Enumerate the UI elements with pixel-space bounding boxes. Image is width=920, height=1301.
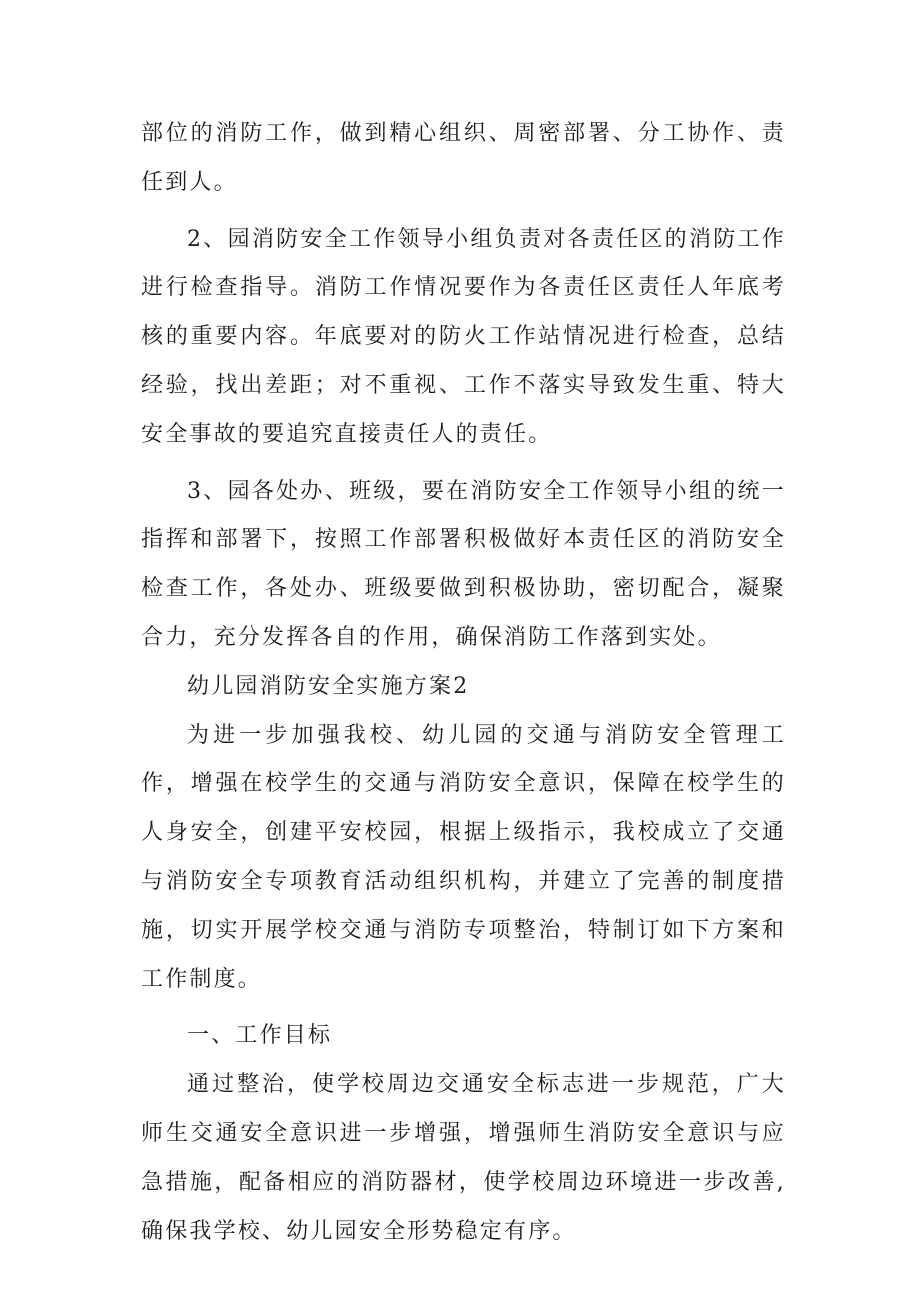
intro-paragraph: 为进一步加强我校、幼儿园的交通与消防安全管理工作，增强在校学生的交通与消防安全意识，保障在校学生的人身安全，创建平安校园，根据上级指示，我校成立了交通与消防安全专项教育活动组织机构，并建立了完善的制度措施，切实开展学校交通与消防专项整治，特制订如下方案和工作制度。 <box>141 722 786 992</box>
paragraph-item-3: 3、园各处办、班级，要在消防安全工作领导小组的统一指挥和部署下，按照工作部署积极做好本责任区的消防安全检查工作，各处办、班级要做到积极协助，密切配合，凝聚合力，充分发挥各自的作用，确保消防工作落到实处。 <box>141 478 786 650</box>
paragraph-item-2: 2、园消防安全工作领导小组负责对各责任区的消防工作进行检查指导。消防工作情况要作为各责任区责任人年底考核的重要内容。年底要对的防火工作站情况进行检查，总结经验，找出差距；对不重视、工作不落实导致发生重、特大安全事故的要追究直接责任人的责任。 <box>141 226 786 447</box>
section-title: 幼儿园消防安全实施方案2 <box>187 673 470 699</box>
subheading-work-goal: 一、工作目标 <box>187 1023 333 1049</box>
document-body <box>141 110 786 1256</box>
paragraph-continuation: 部位的消防工作，做到精心组织、周密部署、分工协作、责任到人。 <box>141 121 786 195</box>
goal-paragraph: 通过整治，使学校周边交通安全标志进一步规范，广大师生交通安全意识进一步增强，增强师生消防安全意识与应急措施，配备相应的消防器材，使学校周边环境进一步改善,确保我学校、幼儿园安全形势稳定有序。 <box>141 1072 786 1244</box>
